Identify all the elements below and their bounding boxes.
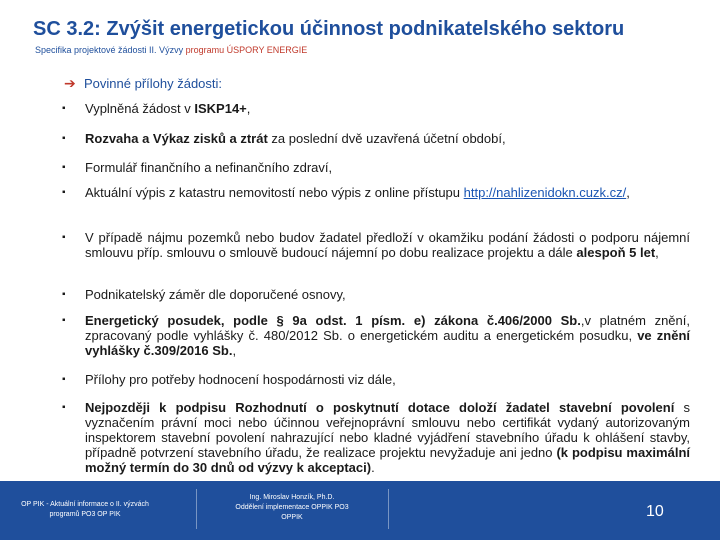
arrow-right-icon: ➔ bbox=[64, 75, 76, 91]
subtitle-part-1: Specifika projektové žádosti II. Výzvy bbox=[35, 45, 186, 55]
list-item: ▪ Rozvaha a Výkaz zisků a ztrát za poslední dvě uzavřená účetní období, bbox=[62, 131, 506, 146]
section-heading bbox=[64, 75, 223, 91]
footer-divider bbox=[388, 489, 389, 529]
bullet-icon: ▪ bbox=[62, 289, 66, 300]
list-item: ▪ Vyplněná žádost v ISKP14+, bbox=[62, 101, 251, 116]
slide-subtitle bbox=[35, 45, 307, 55]
bullet-icon: ▪ bbox=[62, 402, 66, 413]
page-number: 10 bbox=[646, 503, 664, 520]
list-item: ▪ Energetický posudek, podle § 9a odst. 1 písm. e) zákona č.406/2000 Sb.,v platném znění, zpracovaný podle vyhlášky č. 480/2012 Sb. o energetickém auditu a energetickém posudku, ve znění vyhlášky č.309/2016 Sb., bbox=[62, 313, 690, 358]
list-item: ▪ Přílohy pro potřeby hodnocení hospodárnosti viz dále, bbox=[62, 372, 396, 387]
footer-divider bbox=[196, 489, 197, 529]
bullet-icon: ▪ bbox=[62, 232, 66, 243]
bullet-icon: ▪ bbox=[62, 187, 66, 198]
slide-title: SC 3.2: Zvýšit energetickou účinnost podnikatelského sektoru bbox=[33, 18, 625, 40]
bullet-icon: ▪ bbox=[62, 133, 66, 144]
list-item: ▪ Podnikatelský záměr dle doporučené osnovy, bbox=[62, 287, 346, 302]
bullet-icon: ▪ bbox=[62, 162, 66, 173]
bullet-icon: ▪ bbox=[62, 315, 66, 326]
list-item: ▪ V případě nájmu pozemků nebo budov žadatel předloží v okamžiku podání žádosti o podporu nájemní smlouvu příp. smlouvu o smlouvě budoucí nájemní po dobu realizace projektu a dále alespoň 5 let, bbox=[62, 230, 690, 260]
bullet-icon: ▪ bbox=[62, 374, 66, 385]
footer-author-info: Ing. Miroslav Honzík, Ph.D. Oddělení implementace OPPIK PO3 OPPIK bbox=[235, 494, 349, 521]
list-item: ▪ Formulář finančního a nefinančního zdraví, bbox=[62, 160, 333, 175]
subtitle-part-2: programu ÚSPORY ENERGIE bbox=[185, 45, 308, 55]
list-item: ▪ Nejpozději k podpisu Rozhodnutí o poskytnutí dotace doloží žadatel stavební povolení s vyznačením právní moci nebo účinnou veřejnoprávní smlouvu nebo certifikát vydaný autorizovaným inspektorem stavební povolení nahrazující nebo kladné vyjádření stavebního úřadu k ohlášení stavby, případně potvrzení stavebního úřadu, že realizace projektu nevyžaduje ani jedno (k podpisu maximální možný termín do 30 dnů od výzvy k akceptaci). bbox=[62, 400, 690, 475]
footer-presentation-info: OP PIK - Aktuální informace o II. výzvách programů PO3 OP PIK bbox=[21, 501, 149, 518]
section-heading-text: Povinné přílohy žádosti: bbox=[84, 76, 223, 91]
cadastre-link[interactable]: http://nahlizenidokn.cuzk.cz/ bbox=[463, 185, 627, 200]
list-item: ▪ Aktuální výpis z katastru nemovitostí nebo výpis z online přístupu http://nahlizenidokn.cuzk.cz/, bbox=[62, 185, 630, 200]
bullet-icon: ▪ bbox=[62, 103, 66, 114]
footer-bar bbox=[0, 481, 720, 540]
